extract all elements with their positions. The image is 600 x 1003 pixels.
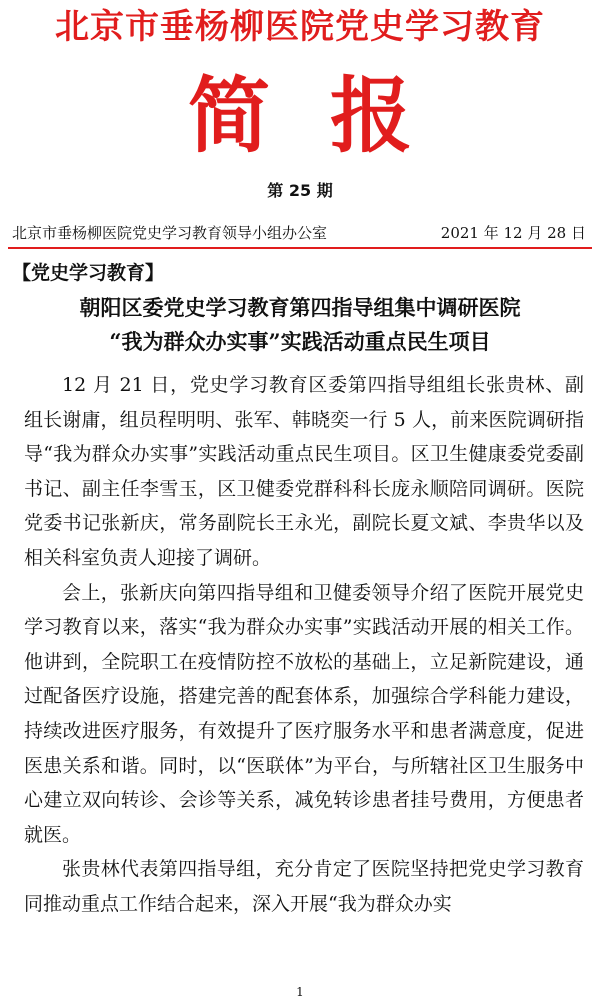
issue-date: 2021 年 12 月 28 日: [440, 224, 586, 242]
issuing-office: 北京市垂杨柳医院党史学习教育领导小组办公室: [12, 224, 328, 242]
article-headline-line-1: 朝阳区委党史学习教育第四指导组集中调研医院: [79, 295, 521, 320]
issuer-line: [12, 222, 586, 243]
bulletin-title: 简报: [187, 68, 472, 164]
article-body: [24, 368, 584, 922]
paragraph: 12 月 21 日，党史学习教育区委第四指导组组长张贵林、副组长谢庸，组员程明明、张军、韩晓奕一行 5 人，前来医院调研指导“我为群众办实事”实践活动重点民生项目。区卫生健康委党委副书记、副主任李雪玉，区卫健委党群科科长庞永顺陪同调研。医院党委书记张新庆，常务副院长王永光，副院长夏文斌、李贵华以及相关科室负责人迎接了调研。: [24, 374, 584, 569]
article-headline-line-2: “我为群众办实事”实践活动重点民生项目: [109, 329, 491, 354]
paragraph: 张贵林代表第四指导组，充分肯定了医院坚持把党史学习教育同推动重点工作结合起来，深入开展“我为群众办实: [24, 858, 584, 915]
issue-number: 第 25 期: [267, 181, 333, 200]
red-divider: [8, 247, 592, 249]
masthead-title: 北京市垂杨柳医院党史学习教育: [55, 7, 545, 47]
page-number: 1: [296, 985, 304, 999]
section-tag: 【党史学习教育】: [12, 262, 165, 284]
paragraph: 会上，张新庆向第四指导组和卫健委领导介绍了医院开展党史学习教育以来，落实“我为群众办实事”实践活动开展的相关工作。他讲到，全院职工在疫情防控不放松的基础上，立足新院建设，通过配备医疗设施，搭建完善的配套体系，加强综合学科能力建设，持续改进医疗服务，有效提升了医疗服务水平和患者满意度，促进医患关系和谐。同时，以“医联体”为平台，与所辖社区卫生服务中心建立双向转诊、会诊等关系，减免转诊患者挂号费用，方便患者就医。: [24, 581, 584, 846]
